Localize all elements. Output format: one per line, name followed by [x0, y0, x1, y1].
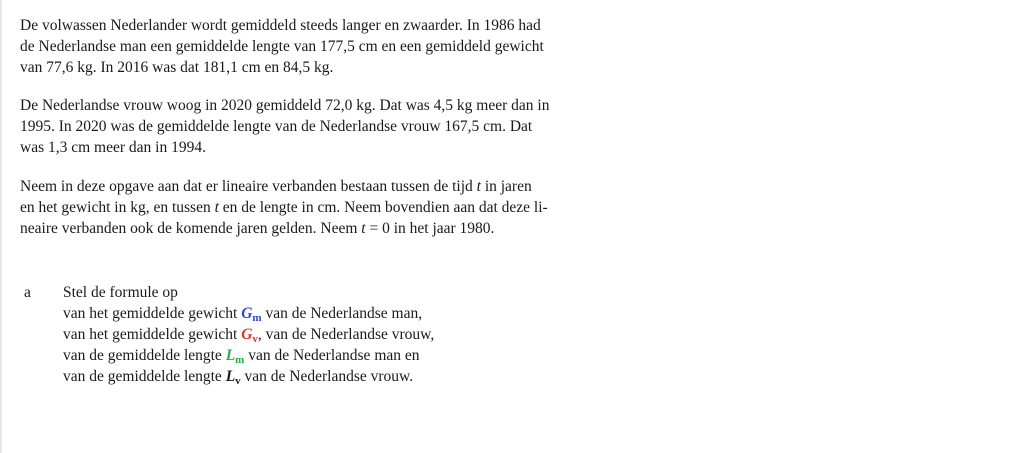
page-left-border: [0, 0, 2, 453]
question-line-length-men: [63, 345, 434, 366]
variable-letter: L: [225, 368, 236, 385]
paragraph-line: [20, 176, 610, 197]
paragraph-line: De volwassen Nederlander wordt gemiddeld steeds langer en zwaarder. In 1986 had: [20, 17, 541, 34]
text-fragment: van de Nederlandse man,: [261, 305, 423, 322]
variable-letter: G: [241, 326, 253, 343]
text-fragment: en het gewicht in kg, en tussen: [20, 199, 215, 216]
text-fragment: van het gemiddelde gewicht: [63, 326, 242, 343]
text-fragment: van het gemiddelde gewicht: [63, 305, 242, 322]
variable-subscript: m: [235, 354, 245, 366]
text-fragment: Neem in deze opgave aan dat er lineaire verbanden bestaan tussen de tijd: [20, 178, 477, 195]
text-fragment: , van de Nederlandse vrouw,: [257, 326, 435, 343]
paragraph-women: [20, 95, 610, 158]
text-fragment: = 0 in het jaar 1980.: [365, 220, 495, 237]
variable-letter: G: [241, 305, 253, 322]
paragraph-line: De Nederlandse vrouw woog in 2020 gemiddeld 72,0 kg. Dat was 4,5 kg meer dan in: [20, 97, 550, 114]
question-line-weight-women: [63, 324, 434, 345]
question-line-weight-men: [63, 303, 434, 324]
paragraph-assumption: [20, 176, 610, 239]
variable-subscript: m: [252, 312, 262, 324]
variable-t: t: [361, 220, 366, 237]
variable-subscript: v: [252, 333, 258, 345]
paragraph-line: 1995. In 2020 was de gemiddelde lengte van de Nederlandse vrouw 167,5 cm. Dat: [20, 118, 533, 135]
variable-letter: L: [225, 347, 236, 364]
variable-gm: [241, 305, 261, 322]
variable-lm: [226, 347, 245, 364]
question-letter: a: [24, 284, 31, 301]
paragraph-line: [20, 197, 610, 218]
paragraph-line: was 1,3 cm meer dan in 1994.: [20, 139, 206, 156]
text-fragment: van de Nederlandse man en: [244, 347, 420, 364]
question-body: [63, 282, 434, 387]
variable-subscript: v: [235, 375, 241, 387]
paragraph-line: de Nederlandse man een gemiddelde lengte van 177,5 cm en een gemiddeld gewicht: [20, 38, 544, 55]
variable-t: t: [214, 199, 219, 216]
variable-gv: [241, 326, 258, 343]
text-fragment: in jaren: [480, 178, 532, 195]
text-fragment: en de lengte in cm. Neem bovendien aan dat deze li-: [218, 199, 548, 216]
paragraph-intro: [20, 15, 610, 78]
paragraph-line: van 77,6 kg. In 2016 was dat 181,1 cm en 84,5 kg.: [20, 59, 334, 76]
variable-lv: [226, 368, 241, 385]
text-fragment: neaire verbanden ook de komende jaren gelden. Neem: [20, 220, 362, 237]
text-fragment: van de gemiddelde lengte: [63, 347, 226, 364]
variable-t: t: [476, 178, 481, 195]
question-intro: Stel de formule op: [63, 284, 178, 301]
text-fragment: van de Nederlandse vrouw.: [240, 368, 414, 385]
paragraph-line: [20, 218, 610, 239]
question-line-length-women: [63, 366, 434, 387]
text-fragment: van de gemiddelde lengte: [63, 368, 226, 385]
